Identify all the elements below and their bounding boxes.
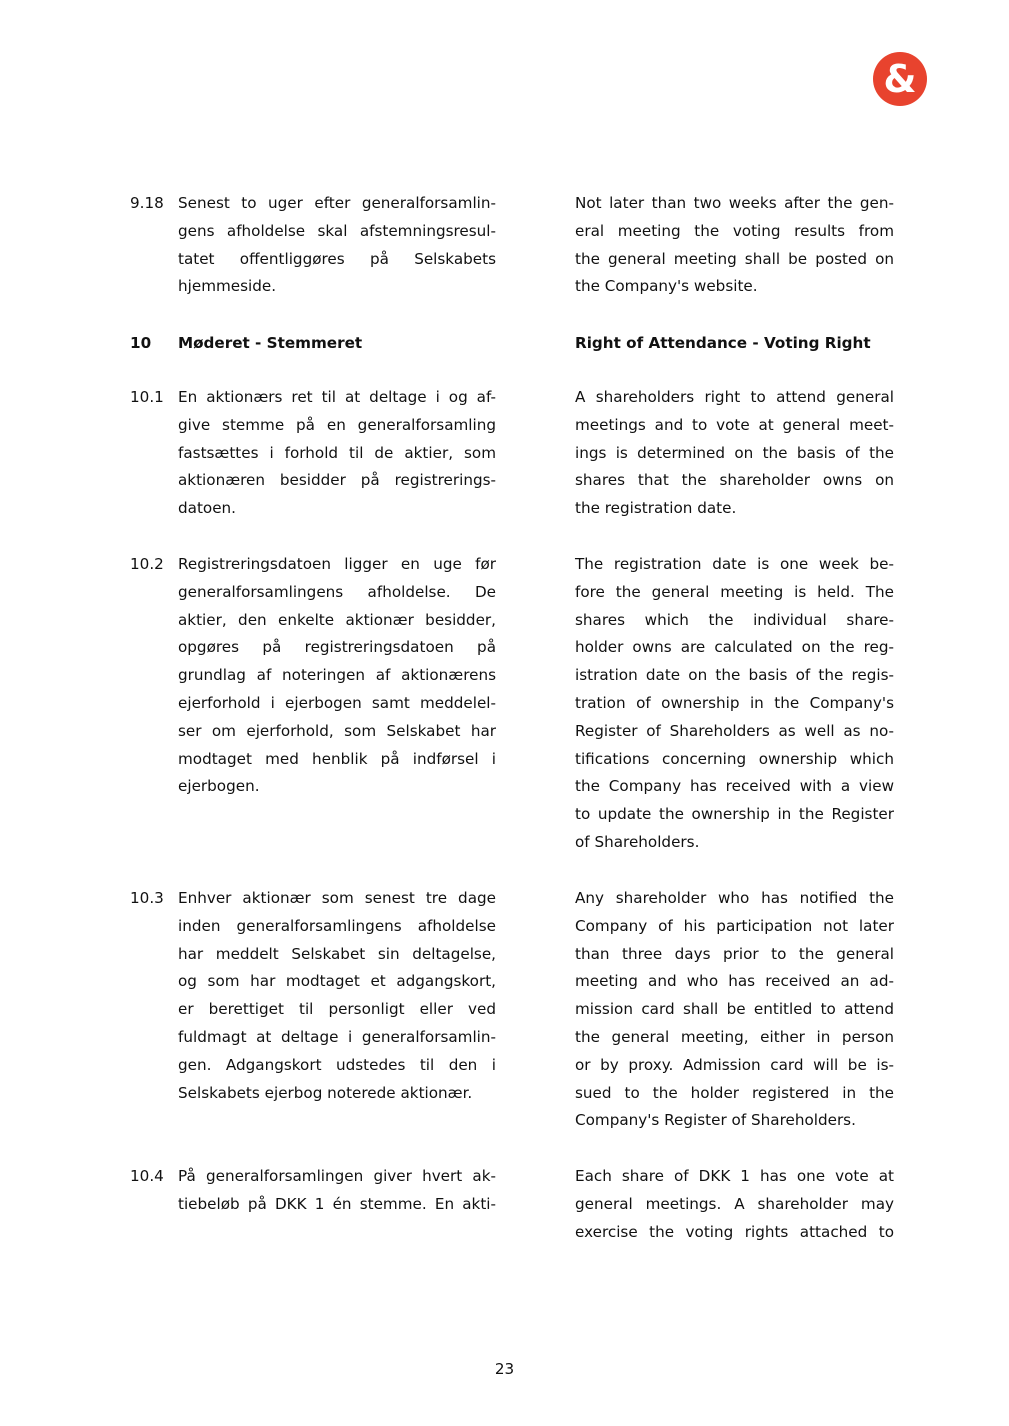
text-line: the general meeting shall be posted on: [575, 249, 894, 268]
text-line: modtaget med henblik på indførsel i: [178, 749, 496, 768]
clause-number: 10.1: [130, 388, 164, 406]
clause-number: 10.3: [130, 889, 164, 907]
text-line: sued to the holder registered in the: [575, 1083, 894, 1102]
text-line: Company's Register of Shareholders.: [575, 1111, 856, 1130]
clause-danish: [178, 551, 496, 801]
text-line: istration date on the basis of the regis-: [575, 666, 894, 685]
clause-english: [575, 1163, 894, 1246]
text-line: ejerforhold i ejerbogen samt meddelel-: [178, 693, 496, 712]
text-line: Senest to uger efter generalforsamlin-: [178, 194, 496, 212]
text-line: the registration date.: [575, 499, 737, 518]
text-line: gens afholdelse skal afstemningsresul-: [178, 221, 496, 240]
text-line: than three days prior to the general: [575, 944, 894, 963]
heading-danish: Møderet - Stemmeret: [178, 334, 363, 352]
text-line: Not later than two weeks after the gen-: [575, 194, 894, 212]
text-line: A shareholders right to attend general: [575, 388, 894, 406]
text-line: mission card shall be entitled to attend: [575, 1000, 894, 1019]
text-line: aktier, den enkelte aktionær besidder,: [178, 610, 496, 629]
text-line: ings is determined on the basis of the: [575, 443, 894, 462]
text-line: The registration date is one week be-: [575, 555, 894, 573]
text-line: gen. Adgangskort udstedes til den i: [178, 1055, 496, 1074]
text-line: Company of his participation not later: [575, 916, 894, 935]
text-line: the Company has received with a view: [575, 777, 894, 796]
text-line: ser om ejerforhold, som Selskabet har: [178, 721, 496, 740]
text-line: Enhver aktionær som senest tre dage: [178, 889, 496, 907]
text-line: inden generalforsamlingens afholdelse: [178, 916, 496, 935]
text-line: eral meeting the voting results from: [575, 221, 894, 240]
clause-danish: [178, 1163, 496, 1219]
text-line: På generalforsamlingen giver hvert ak-: [178, 1167, 496, 1185]
text-line: og som har modtaget et adgangskort,: [178, 972, 496, 991]
clause-english: [575, 190, 894, 301]
text-line: tatet offentliggøres på Selskabets: [178, 249, 496, 268]
clause-english: [575, 551, 894, 857]
clause-english: [575, 384, 894, 523]
page-number: 23: [494, 1360, 515, 1378]
text-line: Any shareholder who has notified the: [575, 889, 894, 907]
text-line: to update the ownership in the Register: [575, 805, 894, 824]
text-line: ejerbogen.: [178, 777, 260, 796]
text-line: grundlag af noteringen af aktionærens: [178, 666, 496, 685]
text-line: fuldmagt at deltage i generalforsamlin-: [178, 1027, 496, 1046]
text-line: meeting and who has received an ad-: [575, 972, 894, 991]
text-line: er berettiget til personligt eller ved: [178, 1000, 496, 1019]
heading-number: 10: [130, 334, 152, 352]
text-line: hjemmeside.: [178, 277, 277, 296]
clause-danish: [178, 885, 496, 1107]
text-line: exercise the voting rights attached to: [575, 1222, 894, 1241]
text-line: tiebeløb på DKK 1 én stemme. En akti-: [178, 1194, 496, 1213]
text-line: tifications concerning ownership which: [575, 749, 894, 768]
text-line: generalforsamlingens afholdelse. De: [178, 582, 496, 601]
clause-english: [575, 885, 894, 1135]
text-line: aktionæren besidder på registrerings-: [178, 471, 496, 490]
text-line: the Company's website.: [575, 277, 758, 296]
text-line: Selskabets ejerbog noterede aktionær.: [178, 1083, 473, 1102]
text-line: shares which the individual share-: [575, 610, 894, 629]
text-line: meetings and to vote at general meet-: [575, 415, 894, 434]
text-line: Registreringsdatoen ligger en uge før: [178, 555, 496, 573]
text-line: of Shareholders.: [575, 832, 700, 851]
clause-danish: [178, 384, 496, 523]
text-line: opgøres på registreringsdatoen på: [178, 638, 496, 657]
clause-danish: [178, 190, 496, 301]
text-line: holder owns are calculated on the reg-: [575, 638, 894, 657]
text-line: general meetings. A shareholder may: [575, 1194, 894, 1213]
text-line: Register of Shareholders as well as no-: [575, 721, 894, 740]
clause-number: 9.18: [130, 194, 164, 212]
text-line: Each share of DKK 1 has one vote at: [575, 1167, 894, 1185]
text-line: give stemme på en generalforsamling: [178, 415, 496, 434]
clause-number: 10.4: [130, 1167, 164, 1185]
text-line: En aktionærs ret til at deltage i og af-: [178, 388, 496, 406]
text-line: datoen.: [178, 499, 236, 518]
clause-number: 10.2: [130, 555, 164, 573]
company-logo: &: [873, 52, 927, 106]
text-line: shares that the shareholder owns on: [575, 471, 894, 490]
text-line: fore the general meeting is held. The: [575, 582, 894, 601]
heading-english: Right of Attendance - Voting Right: [575, 334, 871, 352]
text-line: tration of ownership in the Company's: [575, 693, 894, 712]
text-line: har meddelt Selskabet sin deltagelse,: [178, 944, 496, 963]
text-line: the general meeting, either in person: [575, 1027, 894, 1046]
text-line: or by proxy. Admission card will be is-: [575, 1055, 894, 1074]
text-line: fastsættes i forhold til de aktier, som: [178, 443, 496, 462]
